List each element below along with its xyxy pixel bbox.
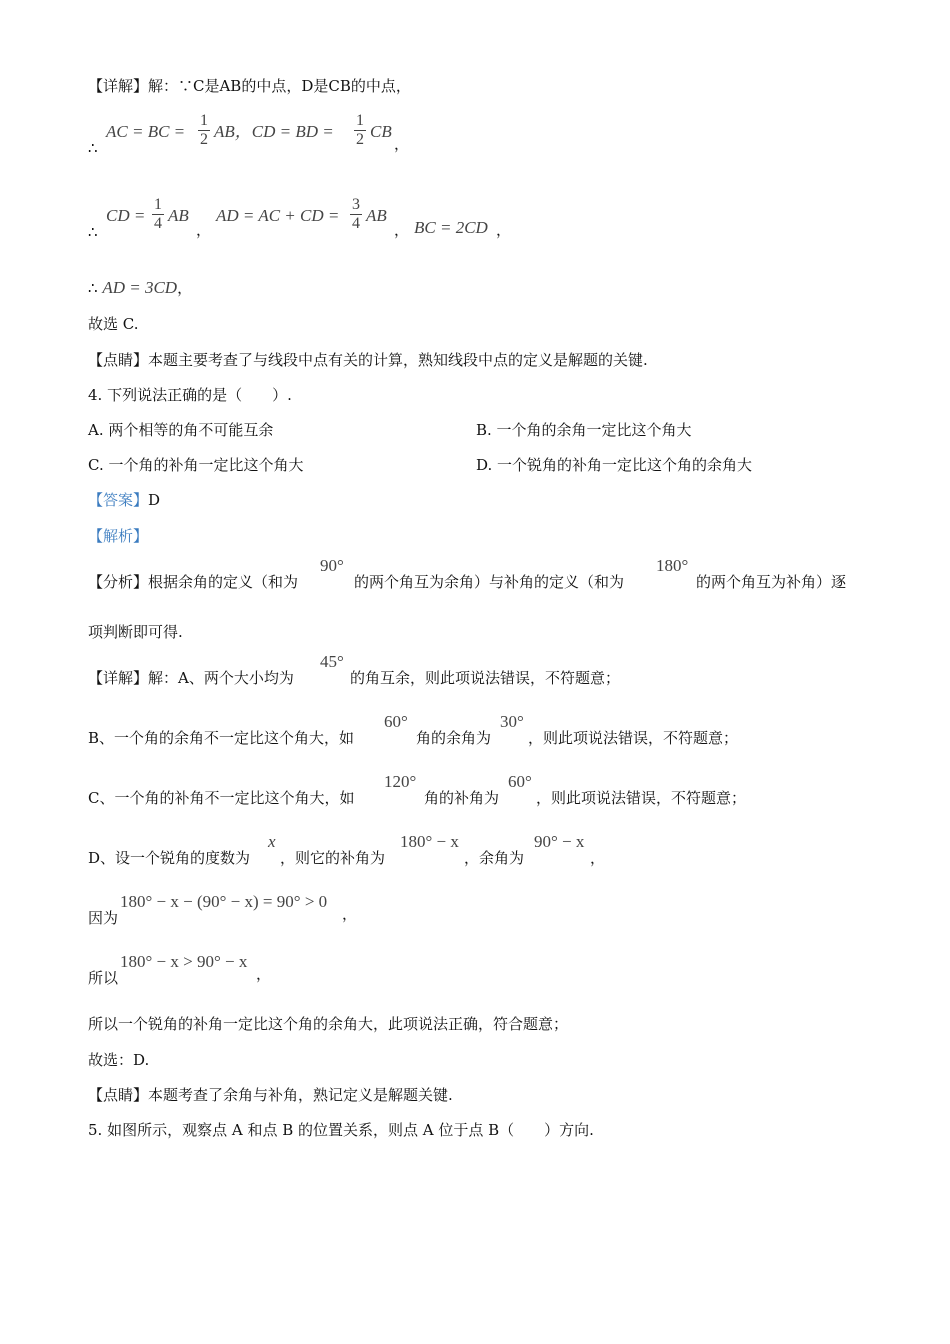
answer-label: 【答案】 [88, 491, 149, 509]
q3-eq-line-3: ∴ AD = 3CD， [88, 278, 193, 297]
degree-90: 90° [320, 556, 344, 575]
eq1-comma: ， [394, 135, 410, 153]
eq1-part-a: AC = BC = [106, 122, 186, 141]
eq3: AD = 3CD [102, 278, 178, 297]
therefore-symbol: ∴ [88, 139, 98, 157]
eq2-cd: CD = [106, 206, 146, 225]
fraction-three-quarters: $\frac{3}{4}$ [352, 196, 360, 232]
degree-30: 30° [500, 712, 524, 731]
complement-expr: 90° − x [534, 832, 585, 851]
q4-analysis: 【分析】根据余角的定义（和为 90° 的两个角互为余角）与补角的定义（和为 180° 的两个角互为补角）逐 [88, 556, 847, 591]
q4-conclusion: 所以一个锐角的补角一定比这个角的余角大，此项说法正确，符合题意； [88, 1015, 569, 1033]
degree-180: 180° [656, 556, 689, 575]
eq2-ab: AB [168, 206, 189, 225]
answer-value: D [148, 491, 161, 509]
q4-choose: 故选：D. [88, 1051, 150, 1069]
eq2-bc: BC = 2CD [414, 218, 488, 237]
q4-option-b: B. 一个角的余角一定比这个角大 [476, 421, 692, 439]
because-equation: 180° − x − (90° − x) = 90° > 0 [120, 892, 328, 911]
eq2-comma-2: ， [394, 221, 410, 239]
eq2-comma-3: ， [496, 221, 512, 239]
q4-analysis-label: 【解析】 [88, 527, 149, 545]
q4-option-a: A. 两个相等的角不可能互余 [88, 421, 274, 439]
eq1-part-b: AB，CD = BD = [214, 122, 334, 141]
q4-option-c: C. 一个角的补角一定比这个角大 [88, 456, 304, 474]
degree-60: 60° [384, 712, 408, 731]
q4-analysis-end: 项判断即可得. [88, 623, 183, 641]
q4-comment: 【点睛】本题考查了余角与补角，熟记定义是解题关键. [88, 1086, 453, 1104]
therefore-symbol: ∴ [88, 223, 98, 241]
q4-answer [88, 490, 160, 510]
fraction-half-2: $\frac{1}{2}$ [356, 112, 364, 148]
eq2-comma-1: ， [196, 221, 212, 239]
q4-option-d: D. 一个锐角的补角一定比这个角的余角大 [476, 456, 753, 474]
therefore-symbol: ∴ [88, 279, 98, 297]
eq2-ad: AD = AC + CD = [216, 206, 340, 225]
q4-stem: 4. 下列说法正确的是（ ）. [88, 386, 292, 404]
variable-x: x [268, 832, 276, 851]
degree-60-b: 60° [508, 772, 532, 791]
q3-detail: 【详解】解：∵C是AB的中点，D是CB的中点， [88, 77, 411, 95]
eq2-ab-2: AB [366, 206, 387, 225]
degree-45: 45° [320, 652, 344, 671]
supplement-expr: 180° − x [400, 832, 459, 851]
fraction-quarter: $\frac{1}{4}$ [154, 196, 162, 232]
so-inequality: 180° − x > 90° − x [120, 952, 248, 971]
q5-stem: 5. 如图所示，观察点 A 和点 B 的位置关系，则点 A 位于点 B（ ）方向. [88, 1121, 594, 1139]
eq1-part-c: CB [370, 122, 392, 141]
q3-comment: 【点睛】本题主要考查了与线段中点有关的计算，熟知线段中点的定义是解题的关键. [88, 351, 648, 369]
q3-choose: 故选 C. [88, 315, 139, 333]
fraction-half-1: $\frac{1}{2}$ [200, 112, 208, 148]
degree-120: 120° [384, 772, 417, 791]
